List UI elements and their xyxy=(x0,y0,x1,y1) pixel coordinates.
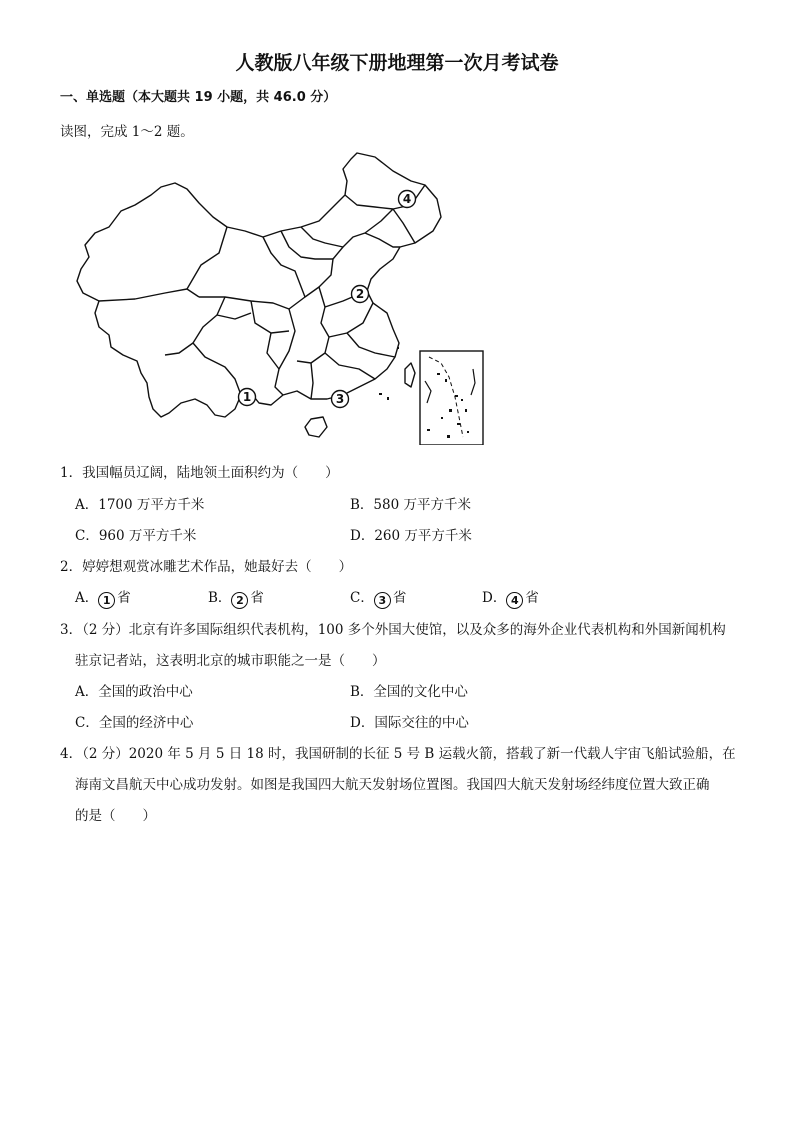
option-suffix: 省 xyxy=(525,590,539,606)
map-marker-3 xyxy=(332,391,349,408)
question-3-option-c[interactable]: C．全国的经济中心 xyxy=(75,715,194,731)
section-heading: 一、单选题（本大题共 19 小题，共 46.0 分） xyxy=(60,90,337,105)
question-4-stem-line-3: 的是（ ） xyxy=(75,808,156,824)
taiwan-island xyxy=(405,363,415,387)
question-3-option-d[interactable]: D．国际交往的中心 xyxy=(350,715,469,731)
question-4-stem-line-2: 海南文昌航天中心成功发射。如图是我国四大航天发射场位置图。我国四大航天发射场经纬度位置大致正确 xyxy=(75,777,710,793)
china-map xyxy=(75,147,490,445)
svg-text:1: 1 xyxy=(242,390,252,404)
question-1-option-a[interactable]: A．1700 万平方千米 xyxy=(75,497,205,513)
map-marker-1 xyxy=(239,389,256,406)
circled-number-icon: 3 xyxy=(374,592,391,609)
option-letter: A． xyxy=(75,590,99,606)
svg-text:3: 3 xyxy=(335,392,345,406)
south-china-sea-inset xyxy=(420,351,483,445)
map-marker-4 xyxy=(399,191,416,208)
question-2-option-b[interactable] xyxy=(208,586,264,609)
circled-number-icon: 1 xyxy=(98,592,115,609)
question-1-option-b[interactable]: B．580 万平方千米 xyxy=(350,497,471,513)
option-suffix: 省 xyxy=(250,590,264,606)
question-3-option-a[interactable]: A．全国的政治中心 xyxy=(75,684,193,700)
question-2-option-c[interactable] xyxy=(350,586,406,609)
question-4-stem-line-1: 4．（2 分）2020 年 5 月 5 日 18 时，我国研制的长征 5 号 B 运载火箭，搭载了新一代载人宇宙飞船试验船，在 xyxy=(60,746,736,762)
option-letter: B． xyxy=(208,590,232,606)
question-3-stem-line-2: 驻京记者站，这表明北京的城市职能之一是（ ） xyxy=(75,653,386,669)
option-letter: D． xyxy=(482,590,507,606)
question-2-option-d[interactable] xyxy=(482,586,539,609)
question-3-stem-line-1: 3．（2 分）北京有许多国际组织代表机构，100 多个外国大使馆，以及众多的海外企业代表机构和外国新闻机构 xyxy=(60,622,726,638)
circled-number-icon: 2 xyxy=(231,592,248,609)
question-2-option-a[interactable] xyxy=(75,586,131,609)
svg-text:4: 4 xyxy=(402,192,412,206)
circled-number-icon: 4 xyxy=(506,592,523,609)
question-2-stem: 2．婷婷想观赏冰雕艺术作品，她最好去（ ） xyxy=(60,559,353,575)
question-1-option-d[interactable]: D．260 万平方千米 xyxy=(350,528,472,544)
china-outline xyxy=(77,153,441,417)
svg-text:2: 2 xyxy=(355,287,365,301)
option-letter: C． xyxy=(350,590,374,606)
hainan-island xyxy=(305,417,327,437)
question-1-stem: 1．我国幅员辽阔，陆地领土面积约为（ ） xyxy=(60,465,339,481)
page-title: 人教版八年级下册地理第一次月考试卷 xyxy=(235,52,559,74)
option-suffix: 省 xyxy=(117,590,131,606)
intro-text: 读图，完成 1～2 题。 xyxy=(60,124,194,140)
map-marker-2 xyxy=(352,286,369,303)
option-suffix: 省 xyxy=(392,590,407,606)
question-3-option-b[interactable]: B．全国的文化中心 xyxy=(350,684,468,700)
question-1-option-c[interactable]: C．960 万平方千米 xyxy=(75,528,197,544)
